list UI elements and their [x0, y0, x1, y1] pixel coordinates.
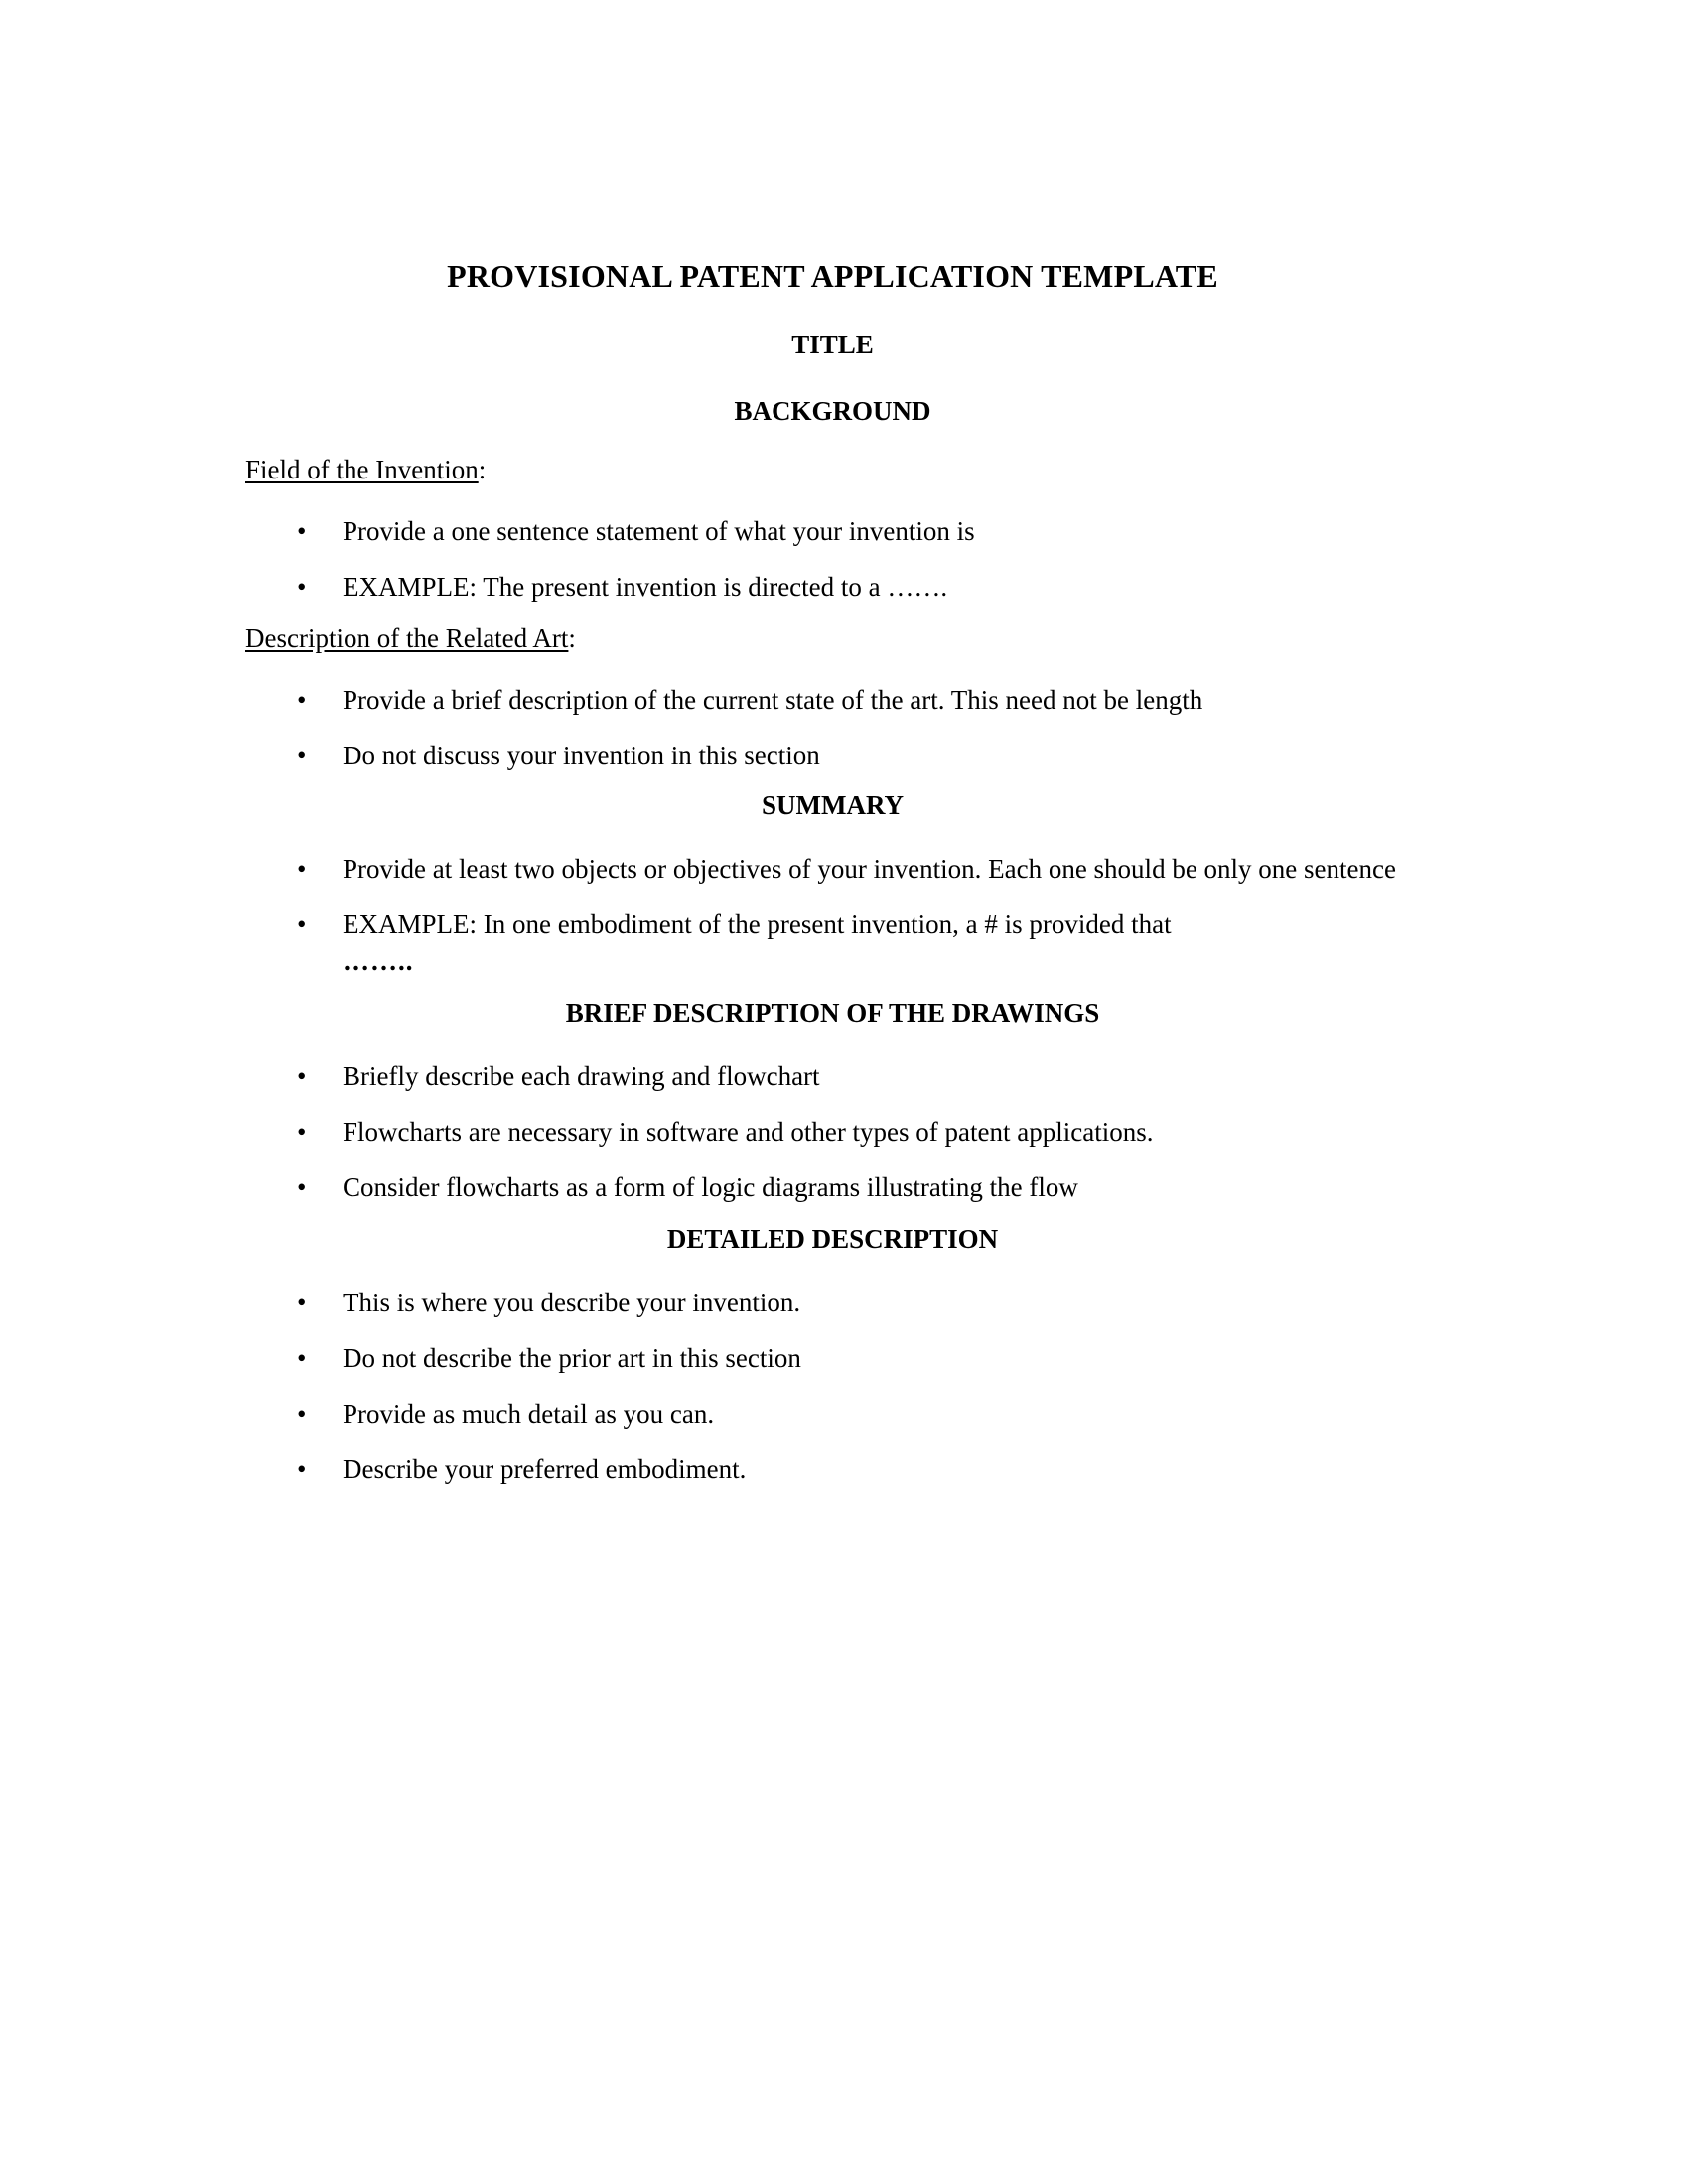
bullet-list-summary: [245, 851, 1420, 980]
list-item-text: Provide as much detail as you can.: [343, 1399, 715, 1429]
bullet-dot-icon: •: [297, 909, 307, 939]
bullet-list-brief-description-of-the-drawings: [245, 1058, 1420, 1206]
bullet-dot-icon: •: [297, 1343, 307, 1373]
section-heading-detailed-description: DETAILED DESCRIPTION: [666, 1224, 999, 1254]
list-item-example: [245, 906, 1420, 980]
list-item: [245, 1169, 1420, 1206]
bullet-dot-icon: •: [297, 741, 307, 770]
list-item: [245, 738, 1420, 774]
list-item-text: Briefly describe each drawing and flowchart: [343, 1061, 820, 1091]
list-item-text: Do not discuss your invention in this section: [343, 741, 820, 770]
section-heading-brief-description-of-the-drawings: BRIEF DESCRIPTION OF THE DRAWINGS: [565, 998, 1100, 1027]
subhead-description-of-the-related-art-punct: :: [568, 623, 576, 653]
list-item-text: Consider flowcharts as a form of logic diagrams illustrating the flow: [343, 1172, 1078, 1202]
list-item: [245, 851, 1420, 887]
section-heading-summary: SUMMARY: [761, 790, 905, 820]
bullet-list-description-of-the-related-art: [245, 682, 1420, 774]
bullet-list-field-of-the-invention: [245, 513, 1420, 606]
list-item-text: EXAMPLE: The present invention is directed to a …….: [343, 572, 948, 602]
list-item: [245, 1396, 1420, 1433]
list-item-text: EXAMPLE: In one embodiment of the present invention, a # is provided that: [343, 909, 1172, 939]
list-item-text: Provide a one sentence statement of what your invention is: [343, 516, 975, 546]
list-item-text: Flowcharts are necessary in software and other types of patent applications.: [343, 1117, 1154, 1147]
list-item: [245, 569, 1420, 606]
document-content: [245, 260, 1420, 1488]
list-item: [245, 1451, 1420, 1488]
list-item-text: Provide a brief description of the current state of the art. This need not be length: [343, 685, 1203, 715]
subhead-description-of-the-related-art-label: Description of the Related Art: [245, 623, 569, 653]
subhead-field-of-the-invention: [245, 457, 1420, 483]
bullet-dot-icon: •: [297, 685, 307, 715]
subhead-field-of-the-invention-label: Field of the Invention: [245, 455, 479, 484]
bullet-dot-icon: •: [297, 1454, 307, 1484]
list-item-text: Do not describe the prior art in this section: [343, 1343, 801, 1373]
list-item-continuation-dots: ……..: [343, 946, 414, 976]
bullet-dot-icon: •: [297, 1117, 307, 1147]
bullet-dot-icon: •: [297, 1061, 307, 1091]
bullet-dot-icon: •: [297, 1172, 307, 1202]
list-item: [245, 1058, 1420, 1095]
page-title: PROVISIONAL PATENT APPLICATION TEMPLATE: [447, 258, 1218, 294]
bullet-dot-icon: •: [297, 572, 307, 602]
bullet-dot-icon: •: [297, 854, 307, 884]
bullet-list-detailed-description: [245, 1285, 1420, 1488]
subhead-field-of-the-invention-punct: :: [478, 455, 487, 484]
bullet-dot-icon: •: [297, 1288, 307, 1317]
list-item: [245, 1340, 1420, 1377]
bullet-dot-icon: •: [297, 1399, 307, 1429]
title-placeholder-heading: TITLE: [791, 330, 874, 359]
section-heading-background: BACKGROUND: [734, 396, 931, 426]
list-item: [245, 513, 1420, 550]
list-item: [245, 1114, 1420, 1151]
list-item-text: This is where you describe your invention.: [343, 1288, 801, 1317]
list-item-text: Describe your preferred embodiment.: [343, 1454, 747, 1484]
bullet-dot-icon: •: [297, 516, 307, 546]
subhead-description-of-the-related-art: [245, 625, 1420, 652]
list-item: [245, 1285, 1420, 1321]
list-item-text: Provide at least two objects or objectives of your invention. Each one should be only one sentence: [343, 854, 1396, 884]
list-item: [245, 682, 1420, 719]
